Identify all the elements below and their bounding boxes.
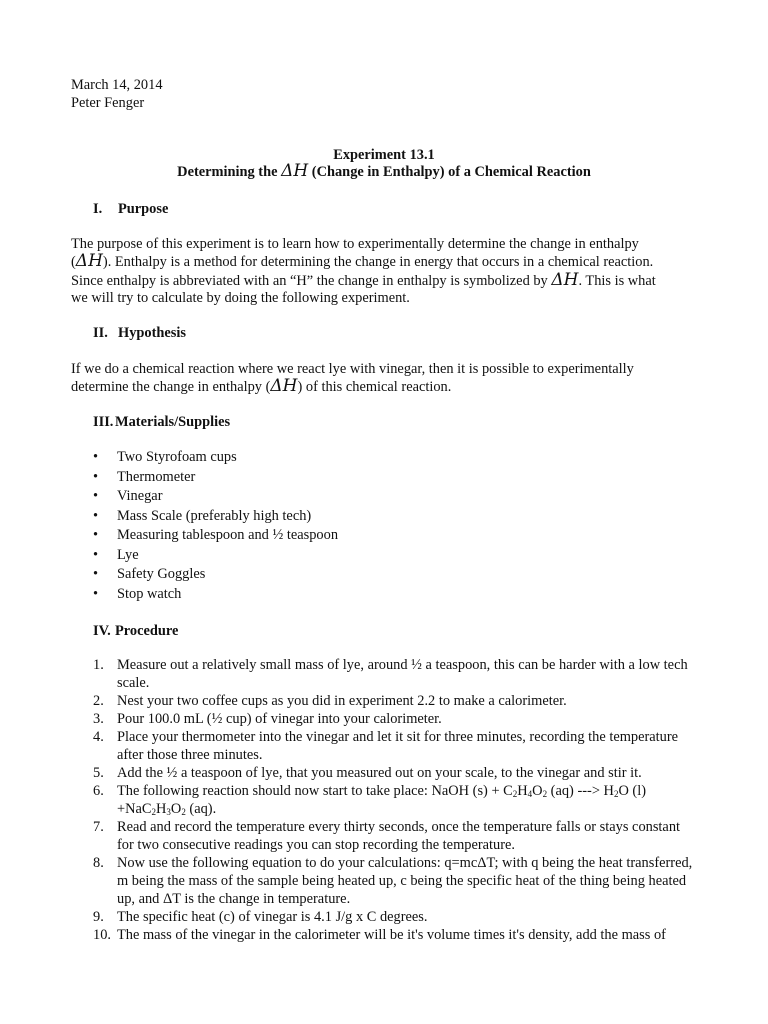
list-item: 4. Place your thermometer into the vinegar and let it sit for three minutes, recording the temperature after those three minutes. [93,729,679,763]
section-heading-purpose: I. Purpose [93,201,169,217]
section-heading-materials: III. Materials/Supplies [93,414,231,430]
delta-h-symbol: ΔH [270,376,298,396]
delta-h-symbol: ΔH [75,251,103,271]
author: Peter Fenger [71,95,145,111]
list-item: • Stop watch [93,585,182,602]
list-item: 6. The following reaction should now start to take place: NaOH $(s) + C_2H_4O_2$ (aq) ---> $H_2O$ $(l) +NaC_2H_3O_2$ (aq). [93,783,647,817]
date: March 14, 2014 [71,77,163,93]
procedure-list [93,656,693,944]
list-item: 10. The mass of the vinegar in the calorimeter will be it's volume times it's density, add the mass of [93,927,666,943]
list-item: 7. Read and record the temperature every thirty seconds, once the temperature falls or stays constant for two consecutive readings you can stop recording the temperature. [93,819,681,853]
section-heading-procedure: IV. Procedure [93,623,179,639]
purpose-text-line-1: The purpose of this experiment is to learn how to experimentally determine the change in enthalpy [71,236,639,252]
materials-list [93,448,338,604]
list-item: • Vinegar [93,488,163,504]
hypothesis-text-line-1: If we do a chemical reaction where we react lye with vinegar, then it is possible to experimentally [71,361,634,377]
list-item: • Thermometer [93,468,196,485]
list-item: 1. Measure out a relatively small mass of lye, around ½ a teaspoon, this can be harder with a low tech scale. [93,657,688,691]
list-item: 5. Add the ½ a teaspoon of lye, that you measured out on your scale, to the vinegar and stir it. [93,765,642,781]
list-item: • Lye [93,546,139,563]
section-heading-hypothesis: II. Hypothesis [93,325,186,341]
list-item: 9. The specific heat (c) of vinegar is 4.1 J/g x C degrees. [93,909,428,925]
experiment-subtitle: Determining the ΔH (Change in Enthalpy) of a Chemical Reaction [177,161,591,181]
delta-h-symbol: ΔH [551,270,579,290]
list-item: 2. Nest your two coffee cups as you did in experiment 2.2 to make a calorimeter. [93,693,567,709]
list-item: • Safety Goggles [93,566,206,582]
list-item: • Two Styrofoam cups [93,449,237,465]
purpose-text-line-2: (ΔH). Enthalpy is a method for determining the change in energy that occurs in a chemical reaction. [71,251,654,271]
purpose-text-line-3: Since enthalpy is abbreviated with an “H” the change in enthalpy is symbolized by ΔH. This is what [71,270,656,290]
list-item: 8. Now use the following equation to do your calculations: q=mcΔT; with q being the heat transferred, m being the mass of the sample being heated up, c being the specific heat of the thing being heated up, and ΔT is the change in temperature. [93,855,693,907]
purpose-text-line-4: we will try to calculate by doing the following experiment. [71,290,410,306]
hypothesis-text-line-2: determine the change in enthalpy (ΔH) of this chemical reaction. [71,376,452,396]
experiment-title: Experiment 13.1 [333,147,435,163]
delta-h-symbol: ΔH [281,161,309,181]
list-item: • Mass Scale (preferably high tech) [93,507,312,524]
list-item: • Measuring tablespoon and ½ teaspoon [93,527,339,543]
list-item: 3. Pour 100.0 mL (½ cup) of vinegar into your calorimeter. [93,711,442,727]
